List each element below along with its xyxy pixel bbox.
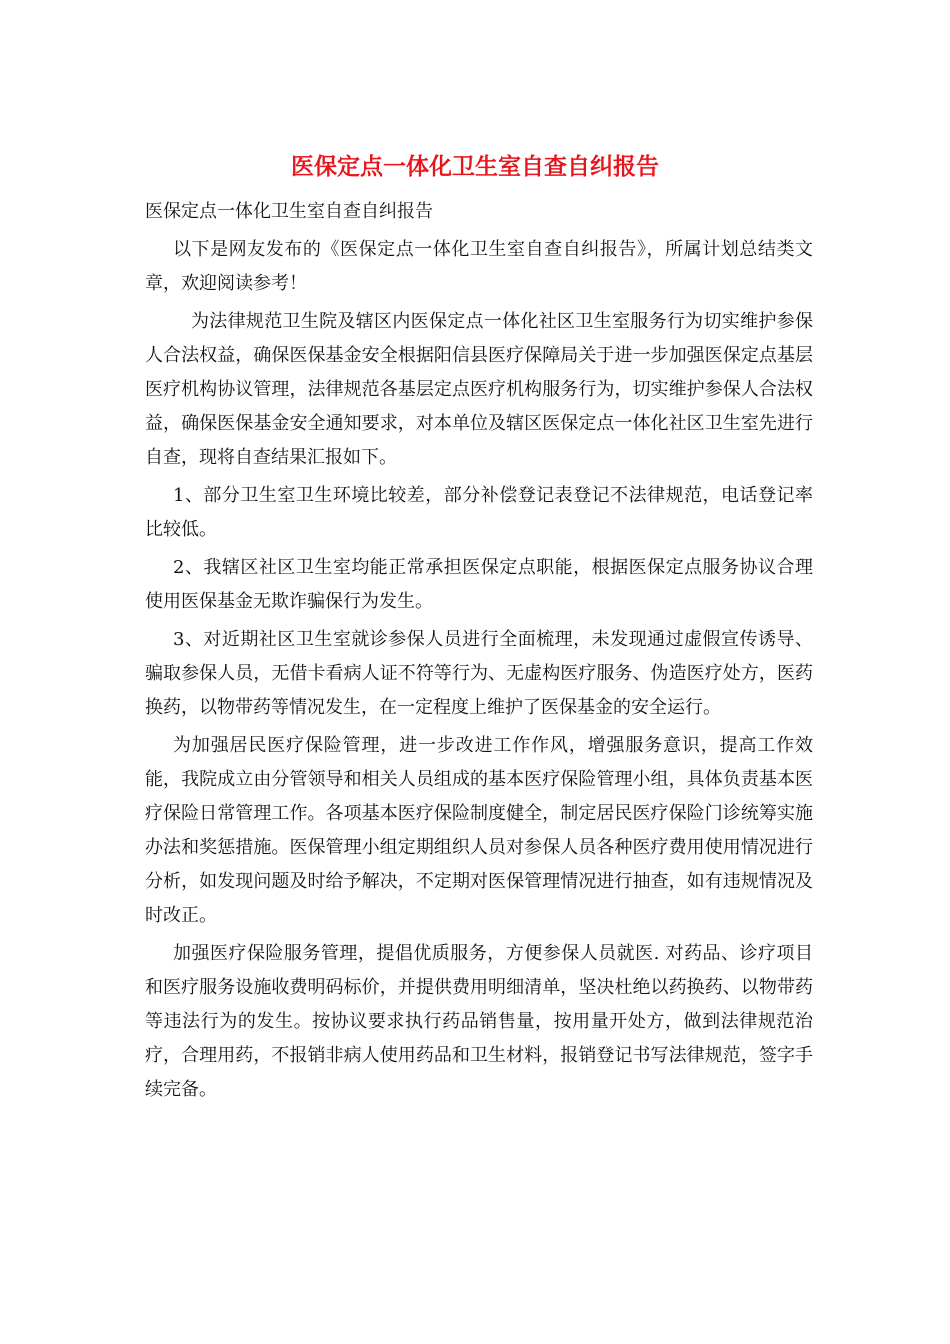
- paragraph-item-2: 2、我辖区社区卫生室均能正常承担医保定点职能，根据医保定点服务协议合理使用医保基金无欺诈骗保行为发生。: [145, 557, 813, 612]
- paragraph-item-1: 1、部分卫生室卫生环境比较差，部分补偿登记表登记不法律规范，电话登记率比较低。: [145, 485, 813, 540]
- paragraph-purpose: 为法律规范卫生院及辖区内医保定点一体化社区卫生室服务行为切实维护参保人合法权益，确保医保基金安全根据阳信县医疗保障局关于进一步加强医保定点基层医疗机构协议管理，法律规范各基层定点医疗机构服务行为，切实维护参保人合法权益，确保医保基金安全通知要求，对本单位及辖区医保定点一体化社区卫生室先进行自查，现将自查结果汇报如下。: [145, 311, 813, 468]
- document-subtitle: 医保定点一体化卫生室自查自纠报告: [145, 201, 433, 222]
- document-body: [145, 195, 813, 1107]
- document-title: 医保定点一体化卫生室自查自纠报告: [291, 153, 659, 180]
- paragraph-item-3: 3、对近期社区卫生室就诊参保人员进行全面梳理，未发现通过虚假宣传诱导、骗取参保人员，无借卡看病人证不符等行为、无虚构医疗服务、伪造医疗处方，医药换药，以物带药等情况发生，在一定程度上维护了医保基金的安全运行。: [145, 629, 813, 718]
- paragraph-management: 为加强居民医疗保险管理，进一步改进工作作风，增强服务意识，提高工作效能，我院成立由分管领导和相关人员组成的基本医疗保险管理小组，具体负责基本医疗保险日常管理工作。各项基本医疗保险制度健全，制定居民医疗保险门诊统筹实施办法和奖惩措施。医保管理小组定期组织人员对参保人员各种医疗费用使用情况进行分析，如发现问题及时给予解决，不定期对医保管理情况进行抽查，如有违规情况及时改正。: [145, 735, 813, 926]
- paragraph-intro: 以下是网友发布的《医保定点一体化卫生室自查自纠报告》，所属计划总结类文章，欢迎阅读参考！: [145, 239, 813, 294]
- paragraph-service: 加强医疗保险服务管理，提倡优质服务，方便参保人员就医. 对药品、诊疗项目和医疗服务设施收费明码标价，并提供费用明细清单，坚决杜绝以药换药、以物带药等违法行为的发生。按协议要求执行药品销售量，按用量开处方，做到法律规范治疗，合理用药，不报销非病人使用药品和卫生材料，报销登记书写法律规范，签字手续完备。: [145, 943, 813, 1100]
